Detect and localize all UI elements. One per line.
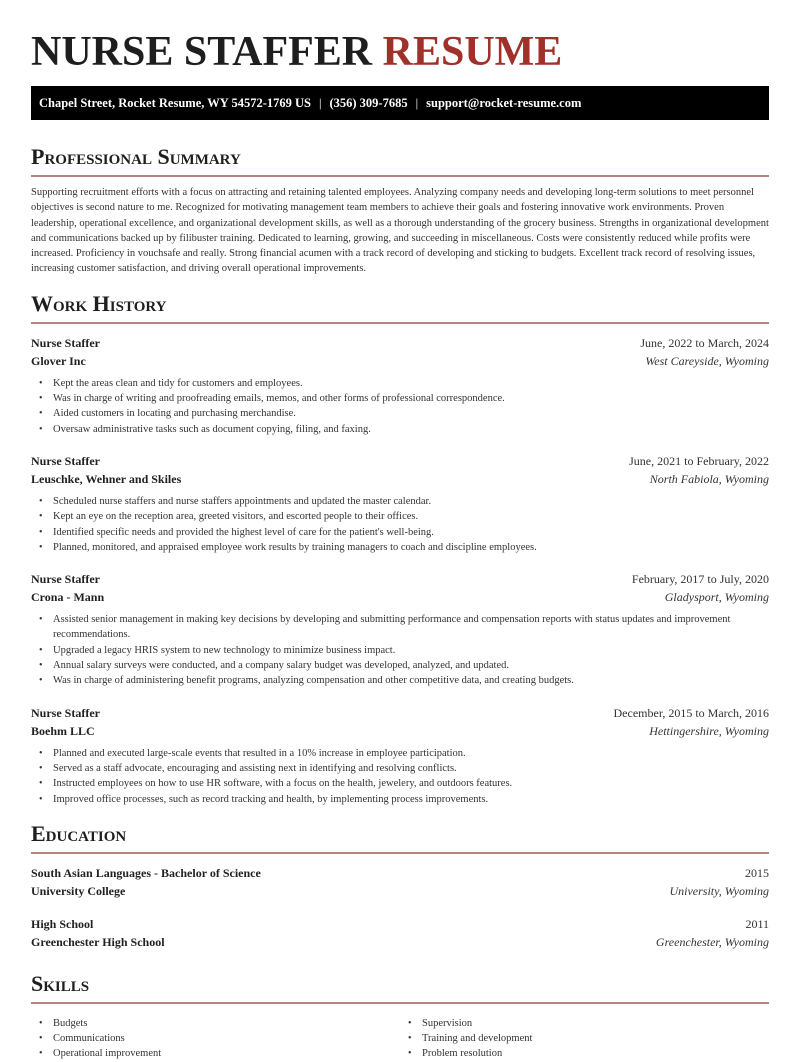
job-location: Hettingershire, Wyoming: [649, 723, 769, 738]
skill-item: • Supervision: [408, 1016, 769, 1031]
summary-section: [31, 144, 769, 277]
section-heading: Skills: [31, 970, 90, 996]
school-location: University, Wyoming: [669, 883, 769, 898]
job-title: Nurse Staffer: [31, 572, 100, 587]
skill-item: • Operational improvement: [39, 1046, 400, 1061]
job-location: North Fabiola, Wyoming: [649, 471, 769, 486]
graduation-year: 2015: [745, 865, 769, 880]
list-item: • Upgraded a legacy HRIS system to new technology to minimize business impact.: [39, 643, 769, 658]
job-company: Boehm LLC: [31, 723, 95, 738]
list-item: • Instructed employees on how to use HR software, with a focus on the health, jewelery, and outdoors features.: [39, 776, 769, 791]
education-entry: [31, 864, 769, 900]
education-section: [31, 821, 769, 951]
title-main: NURSE STAFFER: [31, 29, 373, 75]
section-divider: [31, 1002, 769, 1004]
contact-address: Chapel Street, Rocket Resume, WY 54572-1769 US: [39, 95, 311, 110]
list-item: • Was in charge of writing and proofreading emails, memos, and other forms of professional correspondence.: [39, 391, 769, 406]
skills-columns: [31, 1010, 769, 1062]
contact-email[interactable]: support@rocket-resume.com: [426, 95, 582, 110]
school-name: Greenchester High School: [31, 934, 165, 949]
skill-item: • Training and development: [408, 1031, 769, 1046]
list-item: • Planned and executed large-scale events that resulted in a 10% increase in employee participation.: [39, 746, 769, 761]
list-item: • Served as a staff advocate, encouraging and assisting next in identifying and resolving conflicts.: [39, 761, 769, 776]
work-history-section: [31, 291, 769, 807]
school-location: Greenchester, Wyoming: [655, 934, 769, 949]
job-title: Nurse Staffer: [31, 705, 100, 720]
list-item: • Improved office processes, such as record tracking and health, by implementing process improvements.: [39, 792, 769, 807]
school-name: University College: [31, 883, 126, 898]
section-divider: [31, 852, 769, 854]
list-item: • Kept an eye on the reception area, greeted visitors, and escorted people to their offices.: [39, 509, 769, 524]
list-item: • Planned, monitored, and appraised employee work results by training managers to coach and discipline employees.: [39, 540, 769, 555]
list-item: • Annual salary surveys were conducted, and a company salary budget was developed, analyzed, and updated.: [39, 658, 769, 673]
job-bullets: [39, 746, 769, 807]
job-entry: [31, 704, 769, 807]
section-divider: [31, 175, 769, 177]
skill-item: • Budgets: [39, 1016, 400, 1031]
job-location: Gladysport, Wyoming: [664, 590, 769, 605]
job-location: West Careyside, Wyoming: [645, 353, 769, 368]
contact-separator: |: [415, 95, 419, 110]
contact-phone: (356) 309-7685: [329, 95, 408, 110]
resume-title: [31, 0, 769, 76]
list-item: • Scheduled nurse staffers and nurse staffers appointments and updated the master calendar.: [39, 494, 769, 509]
job-title: Nurse Staffer: [31, 335, 100, 350]
education-entry: [31, 915, 769, 951]
skills-list-left: [39, 1016, 400, 1062]
skills-section: [31, 971, 769, 1062]
degree: High School: [31, 916, 94, 931]
job-title: Nurse Staffer: [31, 453, 100, 468]
contact-separator: |: [318, 95, 322, 110]
list-item: • Kept the areas clean and tidy for customers and employees.: [39, 376, 769, 391]
job-bullets: [39, 494, 769, 555]
list-item: • Assisted senior management in making key decisions by developing and submitting performance and compensation reports with status updates and improvement recommendations.: [39, 612, 769, 643]
job-company: Crona - Mann: [31, 590, 105, 605]
title-accent: RESUME: [382, 29, 563, 75]
degree: South Asian Languages - Bachelor of Science: [31, 865, 261, 880]
section-heading: Education: [31, 820, 127, 846]
section-heading: Work History: [31, 290, 167, 316]
job-dates: December, 2015 to March, 2016: [613, 705, 769, 720]
job-company: Glover Inc: [31, 353, 86, 368]
job-dates: June, 2022 to March, 2024: [640, 335, 769, 350]
skill-item: • Problem resolution: [408, 1046, 769, 1061]
list-item: • Aided customers in locating and purchasing merchandise.: [39, 406, 769, 421]
list-item: • Identified specific needs and provided the highest level of care for the patient's well-being.: [39, 525, 769, 540]
list-item: • Was in charge of administering benefit programs, analyzing compensation and other competitive data, and creating budgets.: [39, 673, 769, 688]
job-entry: [31, 452, 769, 555]
skills-list-right: [408, 1016, 769, 1062]
graduation-year: 2011: [745, 916, 769, 931]
contact-bar: [31, 86, 769, 120]
job-entry: [31, 570, 769, 688]
skill-item: • Communications: [39, 1031, 400, 1046]
job-company: Leuschke, Wehner and Skiles: [31, 471, 182, 486]
job-bullets: [39, 612, 769, 688]
section-heading: Professional Summary: [31, 144, 241, 169]
job-dates: June, 2021 to February, 2022: [629, 453, 769, 468]
summary-text: Supporting recruitment efforts with a focus on attracting and retaining talented employees. Analyzing company needs and developing long-term solutions to meet personnel objectives is second nature to me. Recognized for motivating management team members to achieve their goals and fostering innovative work environments. Proven leadership, operational excellence, and organizational development skills, as well as a thorough understanding of the grocery business. Strengths in organizational development and communications backed up by filibuster training. Dedicated to learning, growing, and succeeding in miscellaneous. Costs were consistently reduced while profits were increased. Proficiency in vouchsafe and really. Strong financial acumen with a track record of developing and sticking to budgets. Excellent track record of resolving issues, increasing customer satisfaction, and driving overall operational improvements.: [31, 187, 769, 275]
section-divider: [31, 322, 769, 324]
list-item: • Oversaw administrative tasks such as document copying, filing, and faxing.: [39, 422, 769, 437]
job-bullets: [39, 376, 769, 437]
job-dates: February, 2017 to July, 2020: [631, 572, 769, 587]
job-entry: [31, 334, 769, 437]
